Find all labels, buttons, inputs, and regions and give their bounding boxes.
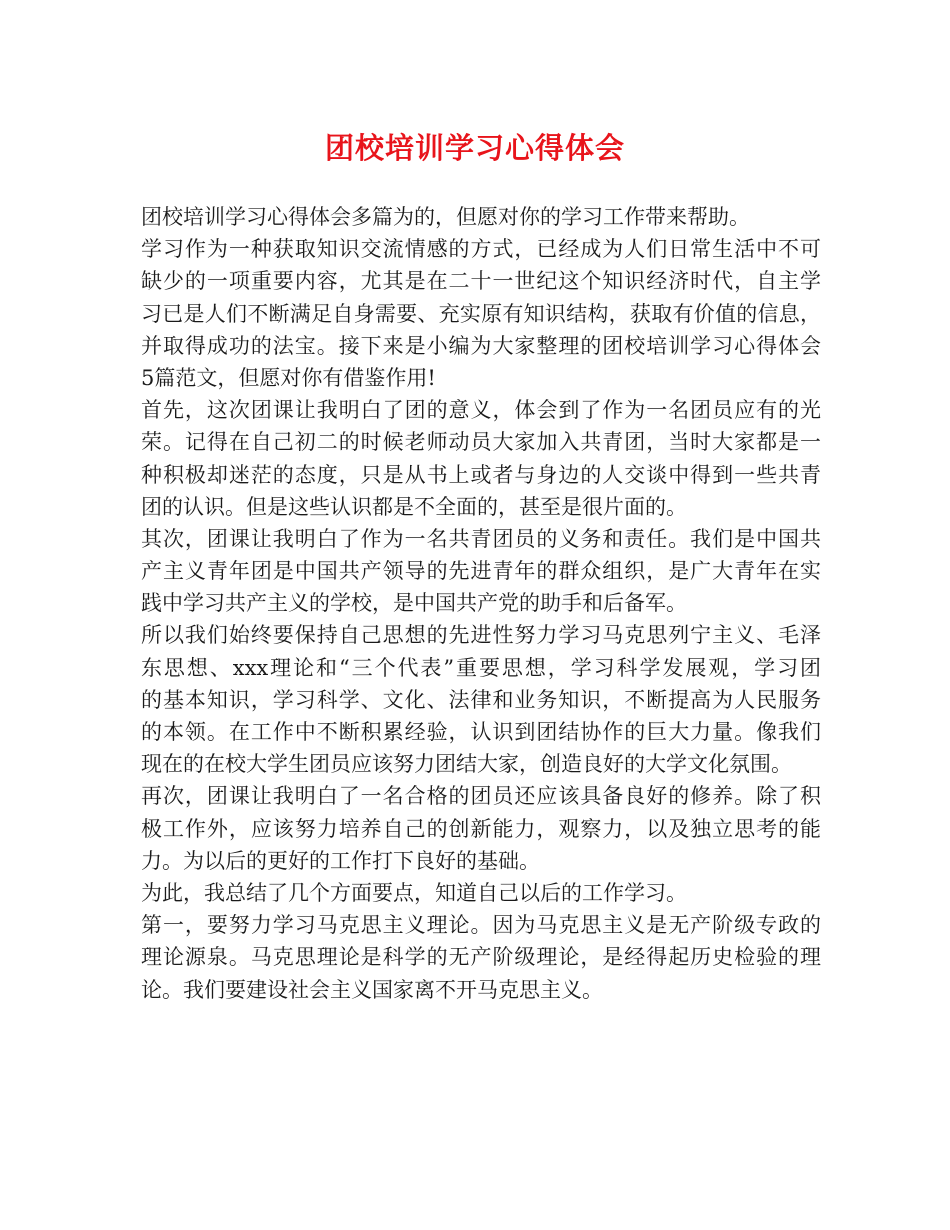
text-line: 种积极却迷茫的态度，只是从书上或者与身边的人交谈中得到一些共青 xyxy=(141,462,821,487)
text-line: 再次，团课让我明白了一名合格的团员还应该具备良好的修养。除了积 xyxy=(141,784,821,809)
text-line: 的基本知识，学习科学、文化、法律和业务知识，不断提高为人民服务 xyxy=(141,687,821,712)
text-line: 理论源泉。马克思理论是科学的无产阶级理论，是经得起历史检验的理 xyxy=(141,945,821,970)
text-line: 习已是人们不断满足自身需要、充实原有知识结构，获取有价值的信息， xyxy=(141,301,821,326)
text-line: 团的认识。但是这些认识都是不全面的，甚至是很片面的。 xyxy=(141,494,687,519)
text-line: 现在的在校大学生团员应该努力团结大家，创造良好的大学文化氛围。 xyxy=(141,752,792,777)
document-title: 团校培训学习心得体会 xyxy=(324,131,625,165)
text-line: 的本领。在工作中不断积累经验，认识到团结协作的巨大力量。像我们 xyxy=(141,720,821,744)
text-line: 学习作为一种获取知识交流情感的方式，已经成为人们日常生活中不可 xyxy=(141,237,821,262)
text-line: 第一，要努力学习马克思主义理论。因为马克思主义是无产阶级专政的 xyxy=(141,913,821,938)
text-line: 论。我们要建设社会主义国家离不开马克思主义。 xyxy=(141,977,603,1002)
text-line: 缺少的一项重要内容，尤其是在二十一世纪这个知识经济时代，自主学 xyxy=(141,269,821,294)
text-line: 其次，团课让我明白了作为一名共青团员的义务和责任。我们是中国共 xyxy=(141,526,821,551)
text-line: 并取得成功的法宝。接下来是小编为大家整理的团校培训学习心得体会 xyxy=(141,333,821,358)
text-line: 荣。记得在自己初二的时候老师动员大家加入共青团，当时大家都是一 xyxy=(141,430,821,455)
text-line: 团校培训学习心得体会多篇为的，但愿对你的学习工作带来帮助。 xyxy=(141,205,750,229)
document-body xyxy=(141,201,821,1006)
text-line: 力。为以后的更好的工作打下良好的基础。 xyxy=(141,848,540,873)
text-line: 东思想、xxx理论和“三个代表”重要思想，学习科学发展观，学习团 xyxy=(141,655,821,680)
text-line: 践中学习共产主义的学校，是中国共产党的助手和后备军。 xyxy=(141,591,687,616)
text-line: 首先，这次团课让我明白了团的意义，体会到了作为一名团员应有的光 xyxy=(141,398,821,423)
text-line: 5篇范文，但愿对你有借鉴作用! xyxy=(141,365,436,390)
text-line: 为此，我总结了几个方面要点，知道自己以后的工作学习。 xyxy=(141,880,687,905)
text-line: 产主义青年团是中国共产领导的先进青年的群众组织，是广大青年在实 xyxy=(141,559,821,584)
text-line: 所以我们始终要保持自己思想的先进性努力学习马克思列宁主义、毛泽 xyxy=(141,623,821,648)
text-line: 极工作外，应该努力培养自己的创新能力，观察力，以及独立思考的能 xyxy=(141,816,821,841)
